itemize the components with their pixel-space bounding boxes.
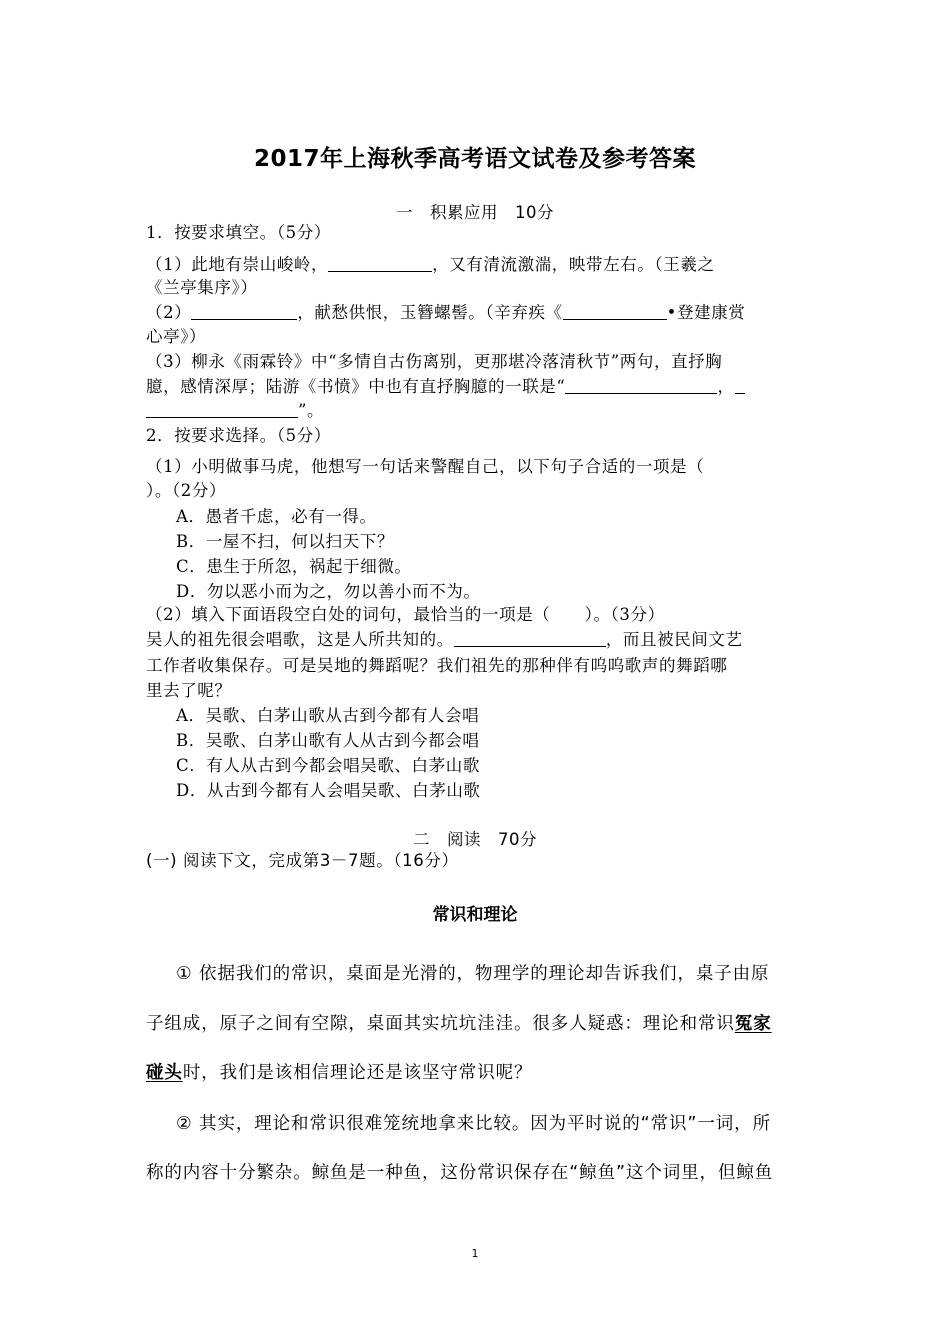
essay-para2-line1: ② 其实，理论和常识很难笼统地拿来比较。因为平时说的“常识”一词，所	[176, 1114, 771, 1134]
q2-part1-option-c: C．患生于所忽，祸起于细微。	[176, 557, 412, 576]
q1-sub3-line1: （3）柳永《雨霖铃》中“多情自古伤离别，更那堪冷落清秋节”两句，直抒胸	[146, 352, 723, 371]
q1-sub1-line2: 《兰亭集序》）	[146, 278, 258, 297]
q1-stem: 1．按要求填空。（5分）	[146, 223, 331, 242]
q1-sub1-line1: （1）此地有崇山峻岭， ，又有清流激湍，映带左右。（王羲之	[146, 255, 715, 274]
q1-sub2-line2: 心亭》）	[146, 327, 207, 346]
blank	[563, 303, 667, 320]
page-title: 2017年上海秋季高考语文试卷及参考答案	[253, 146, 696, 172]
q2-part2-option-c: C．有人从古到今都会唱吴歌、白茅山歌	[176, 756, 480, 775]
q2-part1-line1: （1）小明做事马虎，他想写一句话来警醒自己，以下句子合适的一项是（	[146, 457, 705, 476]
q2-part1-option-d: D．勿以恶小而为之，勿以善小而不为。	[176, 582, 481, 601]
q2-part2-option-d: D．从古到今都有人会唱吴歌、白茅山歌	[176, 781, 481, 800]
q2-part1-option-b: B．一屋不扫，何以扫天下？	[176, 532, 394, 551]
essay-para1-line1: ① 依据我们的常识，桌面是光滑的，物理学的理论却告诉我们，桌子由原	[176, 964, 770, 984]
q2-part2-passage-line2: 工作者收集保存。可是吴地的舞蹈呢？我们祖先的那种伴有呜呜歌声的舞蹈哪	[146, 656, 728, 675]
reading-instruction: (一) 阅读下文，完成第3－7题。（16分）	[146, 851, 459, 870]
essay-title: 常识和理论	[432, 905, 518, 925]
q2-part2-option-b: B．吴歌、白茅山歌有人从古到今都会唱	[176, 731, 480, 750]
q1-sub2-line1: （2） ，献愁供恨，玉簪螺髻。（辛弃疾《 •登建康赏	[146, 303, 746, 322]
blank	[146, 401, 298, 418]
essay-para1-line2: 子组成，原子之间有空隙，桌面其实坑坑洼洼。很多人疑惑：理论和常识冤家	[146, 1014, 772, 1034]
q2-part2-stem: （2）填入下面语段空白处的词句，最恰当的一项是（ ）。（3分）	[146, 605, 665, 624]
blank	[191, 303, 297, 320]
q2-part2-passage-line1: 吴人的祖先很会唱歌，这是人所共知的。 ，而且被民间文艺	[146, 630, 743, 649]
essay-para1-line3: 碰头时，我们是该相信理论还是该坚守常识呢？	[146, 1063, 533, 1083]
emphasized-term: 冤家	[734, 1014, 772, 1034]
emphasized-term: 碰头	[146, 1063, 183, 1083]
section1-heading: 一 积累应用 10分	[396, 203, 554, 222]
blank	[454, 630, 606, 647]
essay-para2-line2: 称的内容十分繁杂。鲸鱼是一种鱼，这份常识保存在“鲸鱼”这个词里，但鲸鱼	[146, 1163, 774, 1183]
blank	[328, 255, 432, 272]
q2-stem: 2．按要求选择。（5分）	[146, 426, 331, 445]
blank	[735, 377, 745, 394]
q2-part2-option-a: A．吴歌、白茅山歌从古到今都有人会唱	[176, 706, 480, 725]
q2-part2-passage-line3: 里去了呢？	[146, 681, 232, 700]
section2-heading: 二 阅读 70分	[413, 830, 537, 849]
q1-sub3-line2: 臆，感情深厚；陆游《书愤》中也有直抒胸臆的一联是“ ，	[146, 376, 806, 398]
page-number: 1	[471, 1247, 479, 1260]
q1-sub3-line3: ”。	[146, 400, 806, 422]
q2-part1-option-a: A．愚者千虑，必有一得。	[176, 507, 377, 526]
blank	[565, 377, 717, 394]
q2-part1-line2: ）。（2分）	[146, 481, 227, 500]
